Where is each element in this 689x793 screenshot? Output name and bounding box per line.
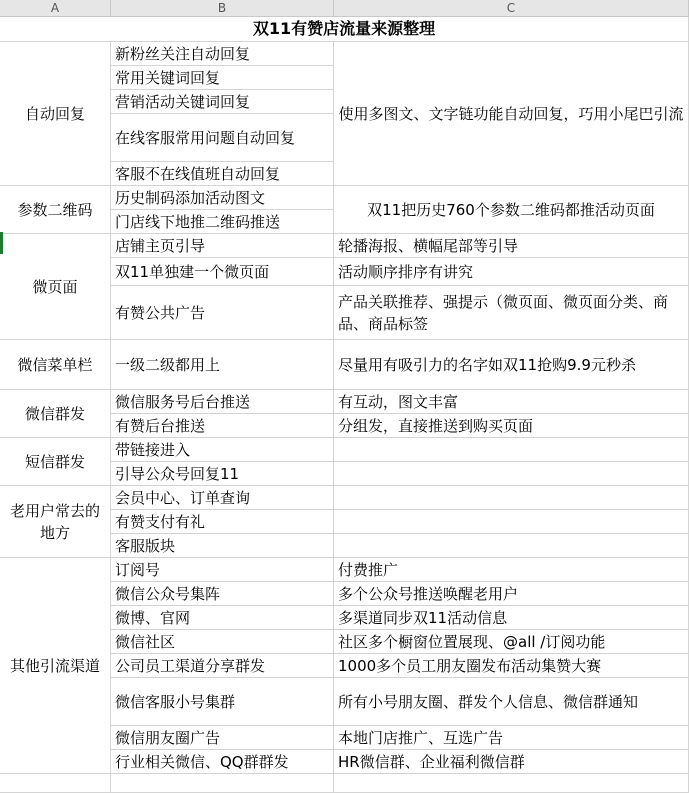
empty-cell[interactable] bbox=[334, 534, 689, 558]
micro-page-item[interactable]: 有赞公共广告 bbox=[111, 286, 334, 340]
param-qr-item[interactable]: 历史制码添加活动图文 bbox=[111, 186, 334, 210]
column-header-a[interactable]: A bbox=[0, 0, 111, 17]
sheet-title[interactable]: 双11有赞店流量来源整理 bbox=[0, 17, 689, 42]
wechat-group-send-note[interactable]: 分组发，直接推送到购买页面 bbox=[334, 414, 689, 438]
old-user-place-item[interactable]: 会员中心、订单查询 bbox=[111, 486, 334, 510]
micro-page-item[interactable]: 店铺主页引导 bbox=[111, 234, 334, 258]
empty-cell[interactable] bbox=[334, 438, 689, 462]
other-channel-item[interactable]: 微信朋友圈广告 bbox=[111, 726, 334, 750]
category-param-qr[interactable]: 参数二维码 bbox=[0, 186, 111, 234]
empty-cell[interactable] bbox=[334, 510, 689, 534]
empty-cell[interactable] bbox=[0, 774, 111, 793]
column-header-b[interactable]: B bbox=[111, 0, 334, 17]
auto-reply-item[interactable]: 客服不在线值班自动回复 bbox=[111, 162, 334, 186]
old-user-place-item[interactable]: 有赞支付有礼 bbox=[111, 510, 334, 534]
category-auto-reply[interactable]: 自动回复 bbox=[0, 42, 111, 186]
micro-page-item[interactable]: 双11单独建一个微页面 bbox=[111, 258, 334, 286]
auto-reply-item[interactable]: 营销活动关键词回复 bbox=[111, 90, 334, 114]
micro-page-note[interactable]: 产品关联推荐、强提示（微页面、微页面分类、商品、商品标签 bbox=[334, 286, 689, 340]
empty-cell[interactable] bbox=[334, 774, 689, 793]
wechat-group-send-item[interactable]: 微信服务号后台推送 bbox=[111, 390, 334, 414]
other-channel-note[interactable]: 本地门店推广、互选广告 bbox=[334, 726, 689, 750]
other-channel-item[interactable]: 公司员工渠道分享群发 bbox=[111, 654, 334, 678]
category-micro-page[interactable]: 微页面 bbox=[0, 234, 111, 340]
category-other-channels[interactable]: 其他引流渠道 bbox=[0, 558, 111, 774]
wechat-menu-item[interactable]: 一级二级都用上 bbox=[111, 340, 334, 390]
other-channel-item[interactable]: 微信社区 bbox=[111, 630, 334, 654]
micro-page-note[interactable]: 轮播海报、横幅尾部等引导 bbox=[334, 234, 689, 258]
other-channel-item[interactable]: 微信公众号集阵 bbox=[111, 582, 334, 606]
category-wechat-group-send[interactable]: 微信群发 bbox=[0, 390, 111, 438]
sms-group-send-item[interactable]: 引导公众号回复11 bbox=[111, 462, 334, 486]
other-channel-item[interactable]: 微信客服小号集群 bbox=[111, 678, 334, 726]
category-wechat-menu[interactable]: 微信菜单栏 bbox=[0, 340, 111, 390]
other-channel-note[interactable]: HR微信群、企业福利微信群 bbox=[334, 750, 689, 774]
category-old-user-places[interactable]: 老用户常去的地方 bbox=[0, 486, 111, 558]
other-channel-note[interactable]: 多渠道同步双11活动信息 bbox=[334, 606, 689, 630]
sms-group-send-item[interactable]: 带链接进入 bbox=[111, 438, 334, 462]
other-channel-note[interactable]: 付费推广 bbox=[334, 558, 689, 582]
other-channel-note[interactable]: 社区多个橱窗位置展现、@all /订阅功能 bbox=[334, 630, 689, 654]
empty-cell[interactable] bbox=[334, 462, 689, 486]
wechat-group-send-item[interactable]: 有赞后台推送 bbox=[111, 414, 334, 438]
auto-reply-item[interactable]: 在线客服常用问题自动回复 bbox=[111, 114, 334, 162]
param-qr-note[interactable]: 双11把历史760个参数二维码都推活动页面 bbox=[334, 186, 689, 234]
auto-reply-note[interactable]: 使用多图文、文字链功能自动回复，巧用小尾巴引流 bbox=[334, 42, 689, 186]
wechat-group-send-note[interactable]: 有互动，图文丰富 bbox=[334, 390, 689, 414]
column-header-c[interactable]: C bbox=[334, 0, 689, 17]
auto-reply-item[interactable]: 新粉丝关注自动回复 bbox=[111, 42, 334, 66]
other-channel-note[interactable]: 所有小号朋友圈、群发个人信息、微信群通知 bbox=[334, 678, 689, 726]
other-channel-item[interactable]: 微博、官网 bbox=[111, 606, 334, 630]
other-channel-note[interactable]: 多个公众号推送唤醒老用户 bbox=[334, 582, 689, 606]
micro-page-note[interactable]: 活动顺序排序有讲究 bbox=[334, 258, 689, 286]
other-channel-item[interactable]: 行业相关微信、QQ群群发 bbox=[111, 750, 334, 774]
old-user-place-item[interactable]: 客服版块 bbox=[111, 534, 334, 558]
auto-reply-item[interactable]: 常用关键词回复 bbox=[111, 66, 334, 90]
param-qr-item[interactable]: 门店线下地推二维码推送 bbox=[111, 210, 334, 234]
other-channel-item[interactable]: 订阅号 bbox=[111, 558, 334, 582]
empty-cell[interactable] bbox=[334, 486, 689, 510]
wechat-menu-note[interactable]: 尽量用有吸引力的名字如双11抢购9.9元秒杀 bbox=[334, 340, 689, 390]
empty-cell[interactable] bbox=[111, 774, 334, 793]
other-channel-note[interactable]: 1000多个员工朋友圈发布活动集赞大赛 bbox=[334, 654, 689, 678]
category-sms-group-send[interactable]: 短信群发 bbox=[0, 438, 111, 486]
